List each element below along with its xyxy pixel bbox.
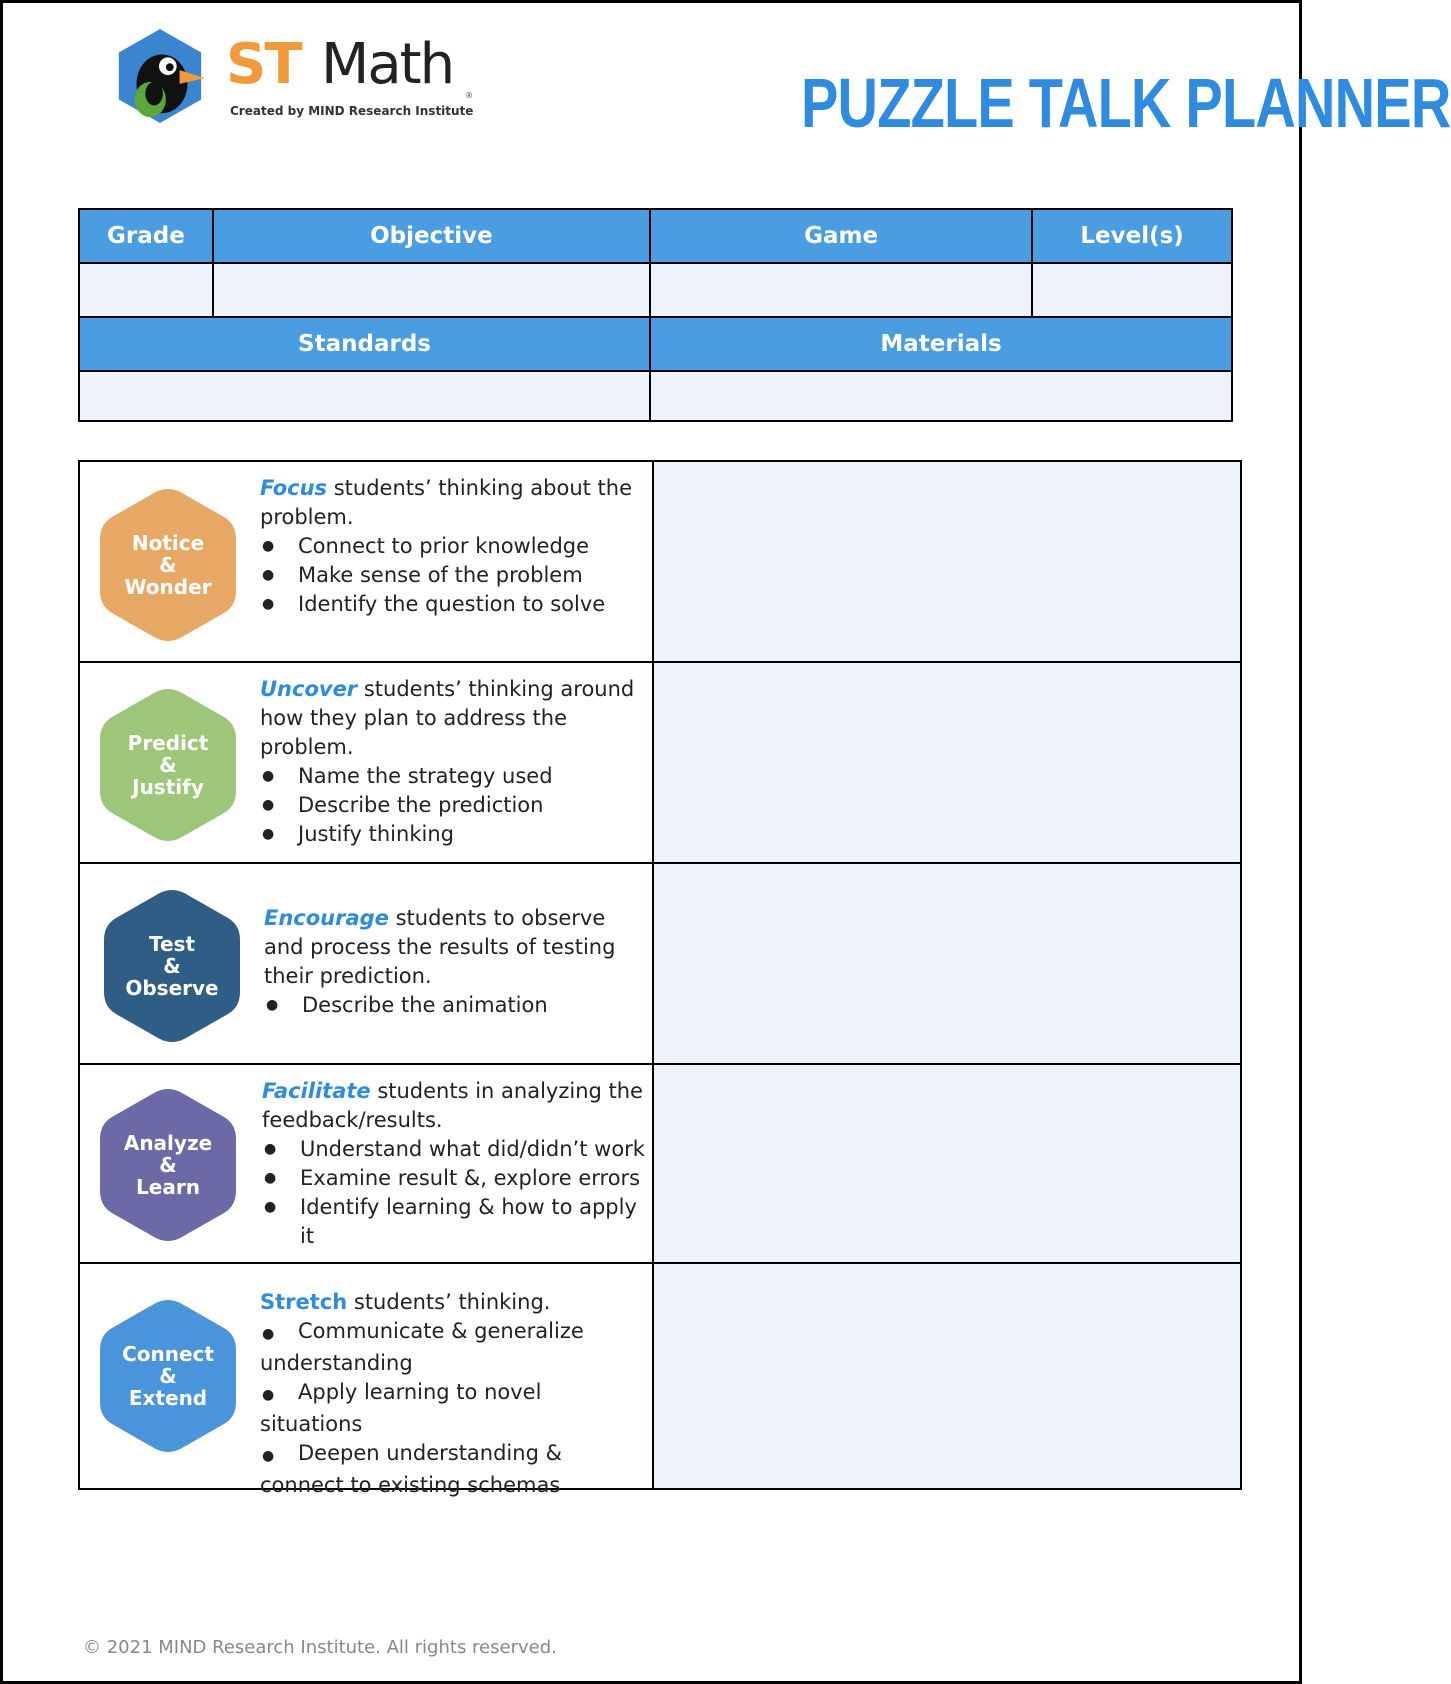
badge-line-3: Learn [136,1175,200,1199]
levels-header: Level(s) [1032,209,1232,263]
notice-wonder-badge [98,487,238,643]
logo-subtitle: Created by MIND Research Institute [230,104,474,118]
bullet-item: ● Examine result &, explore errors [262,1164,646,1193]
notes-cell-predict-justify[interactable] [654,663,1240,862]
test-observe-badge [102,888,242,1044]
notes-cell-test-observe[interactable] [654,864,1240,1063]
badge-line-2: & [163,954,181,978]
logo-registered-mark: ® [465,91,473,100]
copyright-footer: © 2021 MIND Research Institute. All rights reserved. [83,1637,557,1658]
game-header: Game [650,209,1032,263]
objective-cell[interactable] [213,263,650,317]
badge-line-2: & [159,753,177,777]
step-description [260,1288,644,1500]
logo-math-text: Math [321,32,454,97]
standards-cell[interactable] [79,371,650,421]
bullet-item: ● Understand what did/didn’t work [262,1135,646,1164]
grade-header: Grade [79,209,213,263]
bullet-item: ● Identify learning & how to apply it [262,1193,646,1251]
step-row-analyze-learn [80,1063,1240,1262]
logo-st-text: ST [226,32,301,97]
standards-header: Standards [79,317,650,371]
step-lead-word: Encourage [264,906,389,930]
badge-line-1: Connect [122,1342,214,1366]
notes-cell-connect-extend[interactable] [654,1264,1240,1488]
notes-cell-analyze-learn[interactable] [654,1065,1240,1262]
bullet-icon: ● [262,1326,275,1342]
badge-line-3: Wonder [124,575,212,599]
bullet-item: Communicate & generalize understanding [260,1319,584,1375]
step-row-test-observe [80,862,1240,1063]
st-math-logo [111,27,474,127]
grade-cell[interactable] [79,263,213,317]
badge-line-3: Observe [125,976,219,1000]
step-description [260,675,644,849]
badge-line-2: & [159,1153,177,1177]
bullet-item: ● Make sense of the problem [260,561,644,590]
step-description [262,1077,646,1251]
materials-header: Materials [650,317,1232,371]
badge-line-2: & [159,1364,177,1388]
steps-table [78,460,1242,1497]
bullet-item: ● Describe the animation [264,991,648,1020]
levels-cell[interactable] [1032,263,1232,317]
step-row-notice-wonder [80,462,1240,661]
step-lead-text: students’ thinking around how they plan to address the problem. [260,677,635,759]
page-title: PUZZLE TALK PLANNER [801,64,1451,142]
badge-line-1: Analyze [123,1131,213,1155]
step-description [264,904,648,1020]
step-row-connect-extend [80,1262,1240,1497]
step-description [260,474,644,619]
step-lead-word: Focus [260,476,328,500]
bullet-item: ● Describe the prediction [260,791,644,820]
badge-line-3: Extend [128,1386,208,1410]
bullet-item: ● Justify thinking [260,820,644,849]
step-row-predict-justify [80,661,1240,862]
badge-line-3: Justify [132,775,204,799]
info-table [78,208,1233,422]
materials-cell[interactable] [650,371,1232,421]
step-lead-word: Stretch [260,1290,348,1314]
step-lead-text: students’ thinking about the problem. [260,476,633,529]
predict-justify-badge [98,687,238,843]
bullet-item: ● Connect to prior knowledge [260,532,644,561]
step-lead-text: students in analyzing the feedback/results. [262,1079,643,1132]
step-lead-text: students to observe and process the results of testing their prediction. [264,906,616,988]
step-lead-word: Uncover [260,677,358,701]
badge-line-1: Notice [131,531,205,555]
penguin-logo-icon [111,27,209,125]
bullet-icon: ● [262,1387,275,1403]
badge-line-2: & [159,553,177,577]
analyze-learn-badge [98,1087,238,1243]
game-cell[interactable] [650,263,1032,317]
badge-line-1: Test [148,932,195,956]
step-lead-text: students’ thinking. [347,1290,551,1314]
bullet-item: Apply learning to novel situations [260,1380,542,1436]
step-lead-word: Facilitate [262,1079,371,1103]
bullet-icon: ● [262,1448,275,1464]
notes-cell-notice-wonder[interactable] [654,462,1240,661]
connect-extend-badge [98,1298,238,1454]
bullet-item: ● Name the strategy used [260,762,644,791]
badge-line-1: Predict [127,731,209,755]
bullet-item: ● Identify the question to solve [260,590,644,619]
bullet-item: Deepen understanding & connect to existing schemas [260,1441,562,1497]
objective-header: Objective [213,209,650,263]
